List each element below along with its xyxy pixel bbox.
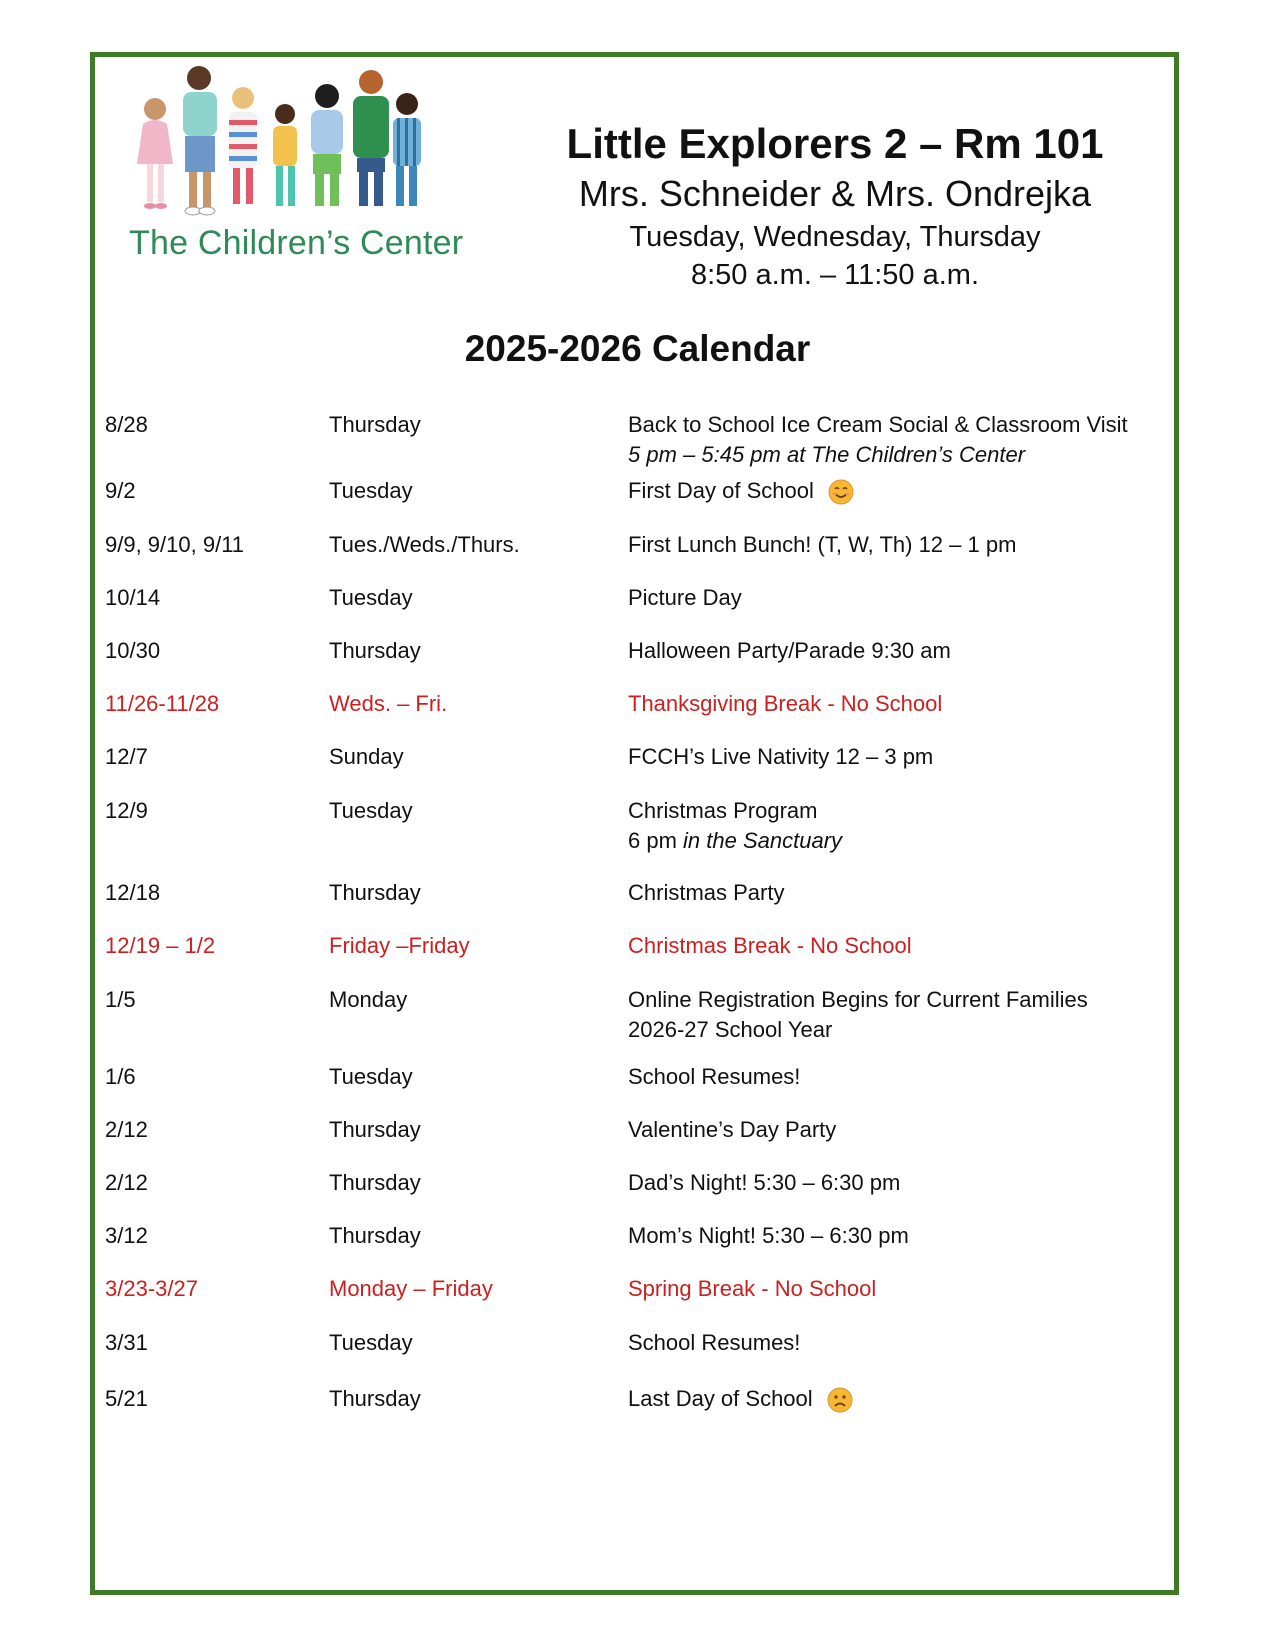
event-date: 10/14 — [105, 585, 161, 610]
event-date: 9/9, 9/10, 9/11 — [105, 532, 245, 557]
event-date: 12/18 — [105, 880, 161, 905]
event-description: Dad’s Night! 5:30 – 6:30 pm — [628, 1170, 901, 1195]
event-description — [628, 410, 1155, 470]
event-day: Tuesday — [329, 585, 413, 610]
event-date: 10/30 — [105, 638, 161, 663]
event-date: 3/31 — [105, 1330, 148, 1355]
event-description: Spring Break - No School — [628, 1276, 877, 1301]
event-title: Christmas Program — [628, 798, 818, 823]
event-date: 1/5 — [105, 987, 136, 1012]
calendar-title: 2025-2026 Calendar — [464, 328, 811, 369]
teachers: Mrs. Schneider & Mrs. Ondrejka — [578, 173, 1092, 214]
event-note: 2026-27 School Year — [628, 1017, 833, 1042]
event-description — [628, 1384, 1155, 1414]
event-day: Thursday — [329, 638, 421, 663]
event-title: First Day of School — [628, 478, 814, 503]
children-illustration — [125, 64, 455, 224]
event-date: 3/23-3/27 — [105, 1276, 198, 1301]
event-description — [628, 985, 1155, 1045]
event-description: School Resumes! — [628, 1064, 801, 1089]
event-date: 2/12 — [105, 1117, 148, 1142]
event-day: Tuesday — [329, 478, 413, 503]
event-day: Friday –Friday — [329, 933, 470, 958]
event-description: Picture Day — [628, 585, 742, 610]
event-date: 5/21 — [105, 1386, 148, 1411]
event-day: Monday — [329, 987, 408, 1012]
event-date: 11/26-11/28 — [105, 691, 220, 716]
event-day: Thursday — [329, 880, 421, 905]
class-days: Tuesday, Wednesday, Thursday — [629, 221, 1041, 253]
event-note-time: 6 pm — [628, 828, 684, 853]
class-header — [545, 118, 1125, 294]
event-date: 8/28 — [105, 412, 148, 437]
event-title: Back to School Ice Cream Social & Classroom Visit — [628, 412, 1128, 437]
event-date: 12/7 — [105, 744, 148, 769]
event-day: Thursday — [329, 1223, 421, 1248]
event-date: 12/19 – 1/2 — [105, 933, 216, 958]
event-description: Mom’s Night! 5:30 – 6:30 pm — [628, 1223, 909, 1248]
event-day: Sunday — [329, 744, 404, 769]
event-day: Thursday — [329, 1170, 421, 1195]
event-title: Online Registration Begins for Current Families — [628, 987, 1088, 1012]
event-date: 3/12 — [105, 1223, 148, 1248]
event-day: Thursday — [329, 1117, 421, 1142]
class-hours: 8:50 a.m. – 11:50 a.m. — [690, 259, 980, 291]
event-note: 5 pm – 5:45 pm at The Children’s Center — [628, 442, 1026, 467]
event-description: Christmas Break - No School — [628, 933, 912, 958]
event-description: Thanksgiving Break - No School — [628, 691, 943, 716]
event-description — [628, 796, 1155, 856]
event-note-location: in the Sanctuary — [683, 828, 843, 853]
event-day: Tuesday — [329, 798, 413, 823]
event-title: Last Day of School — [628, 1386, 813, 1411]
logo-text: The Children’s Center — [129, 224, 464, 262]
event-date: 2/12 — [105, 1170, 148, 1195]
event-description: First Lunch Bunch! (T, W, Th) 12 – 1 pm — [628, 532, 1017, 557]
event-description: FCCH’s Live Nativity 12 – 3 pm — [628, 744, 934, 769]
event-day: Tuesday — [329, 1064, 413, 1089]
frown-icon — [827, 1387, 853, 1413]
event-description — [628, 476, 1155, 506]
event-day: Tues./Weds./Thurs. — [329, 532, 520, 557]
childrens-center-logo — [125, 64, 464, 274]
event-day: Weds. – Fri. — [329, 691, 448, 716]
smiley-icon — [828, 479, 854, 505]
event-day: Thursday — [329, 1386, 421, 1411]
event-day: Tuesday — [329, 1330, 413, 1355]
event-day: Thursday — [329, 412, 421, 437]
event-date: 1/6 — [105, 1064, 136, 1089]
event-description: Valentine’s Day Party — [628, 1117, 837, 1142]
event-description: School Resumes! — [628, 1330, 801, 1355]
class-title: Little Explorers 2 – Rm 101 — [566, 120, 1104, 167]
event-description: Halloween Party/Parade 9:30 am — [628, 638, 951, 663]
event-date: 9/2 — [105, 478, 136, 503]
event-day: Monday – Friday — [329, 1276, 493, 1301]
event-date: 12/9 — [105, 798, 148, 823]
event-description: Christmas Party — [628, 880, 785, 905]
